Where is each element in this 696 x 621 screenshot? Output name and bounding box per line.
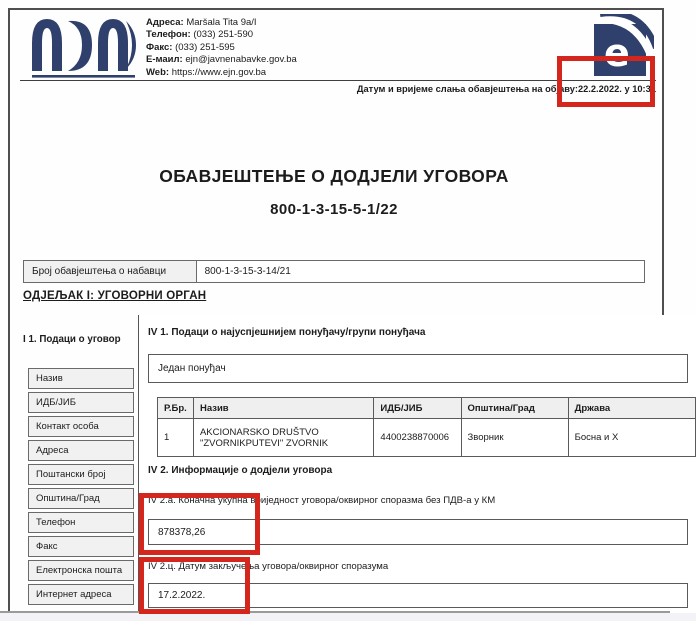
field-label-internet: Интернет адреса [28, 584, 134, 605]
contact-line: Телефон: (033) 251-590 [146, 29, 254, 41]
cell-rbr: 1 [158, 419, 194, 457]
col-header-rbr: Р.Бр. [158, 398, 194, 419]
cell-drzava: Босна и Х [568, 419, 695, 457]
contract-date-label: IV 2.ц. Датум закључења уговора/оквирног споразума [148, 561, 389, 572]
col-header-opstina: Општина/Град [461, 398, 568, 419]
notice-number-value: 800-1-3-15-3-14/21 [196, 260, 645, 283]
cell-idb: 4400238870006 [374, 419, 461, 457]
contract-date-field: 17.2.2022. [148, 583, 688, 608]
col-header-naziv: Назив [193, 398, 373, 419]
field-label-adresa: Адреса [28, 440, 134, 461]
field-label-faks: Факс [28, 536, 134, 557]
contact-line: Web: https://www.ejn.gov.ba [146, 66, 267, 78]
contract-value-label: IV 2.а. Коначна укупна вриједност уговора/оквирног споразма без ПДВ-а у КМ [148, 495, 496, 506]
contact-line: Факс: (033) 251-595 [146, 41, 235, 53]
section4-heading2: IV 2. Информације о додјели уговора [148, 465, 333, 476]
field-label-naziv: Назив [28, 368, 134, 389]
cell-opstina: Зворник [461, 419, 568, 457]
highlight-box-value [139, 493, 260, 555]
section1-subheading: I 1. Подаци о уговор [23, 334, 121, 345]
viewport-bottom-strip [0, 613, 696, 621]
col-header-idb: ИДБ/ЈИБ [374, 398, 461, 419]
svg-text:e: e [604, 31, 630, 75]
highlight-box-date [139, 557, 250, 614]
contact-line: Адреса: Maršala Tita 9a/I [146, 17, 257, 28]
contact-line: Е-маил: ejn@javnenabavke.gov.ba [146, 54, 297, 66]
publish-datetime-value: 22.2.2022. у 10:31 [577, 84, 656, 94]
notice-number-label: Број обавјештења о набавци [23, 260, 197, 283]
field-label-telefon: Телефон [28, 512, 134, 533]
field-label-opstina: Општина/Град [28, 488, 134, 509]
bidder-type-field: Један понуђач [148, 354, 688, 383]
highlight-box-datetime [557, 56, 655, 107]
page-title: ОБАВЈЕШТЕЊЕ О ДОДЈЕЛИ УГОВОРА [159, 166, 509, 186]
table-row [158, 419, 696, 457]
field-label-postanski: Поштански број [28, 464, 134, 485]
ejn-logo-icon [30, 13, 136, 86]
field-label-idb-jib: ИДБ/ЈИБ [28, 392, 134, 413]
winner-table [157, 397, 696, 457]
publish-datetime: Датум и вријеме слања обавјештења на објаву:22.2.2022. у 10:31 [356, 84, 656, 94]
notice-id: 800-1-3-15-5-1/22 [270, 201, 398, 218]
col-header-drzava: Држава [568, 398, 695, 419]
field-label-kontakt: Контакт особа [28, 416, 134, 437]
cell-naziv: AKCIONARSKO DRUŠTVO "ZVORNIKPUTEVI" ZVORNIK [193, 419, 373, 457]
winner-table-header-row [158, 398, 696, 419]
contact-block [146, 17, 297, 79]
section4-heading1: IV 1. Подаци о најуспјешнијем понуђачу/групи понуђача [148, 327, 426, 338]
field-label-eposta: Електронска пошта [28, 560, 134, 581]
contract-value-field: 878378,26 [148, 519, 688, 545]
section1-heading: ОДЈЕЉАК I: УГОВОРНИ ОРГАН [23, 290, 207, 302]
